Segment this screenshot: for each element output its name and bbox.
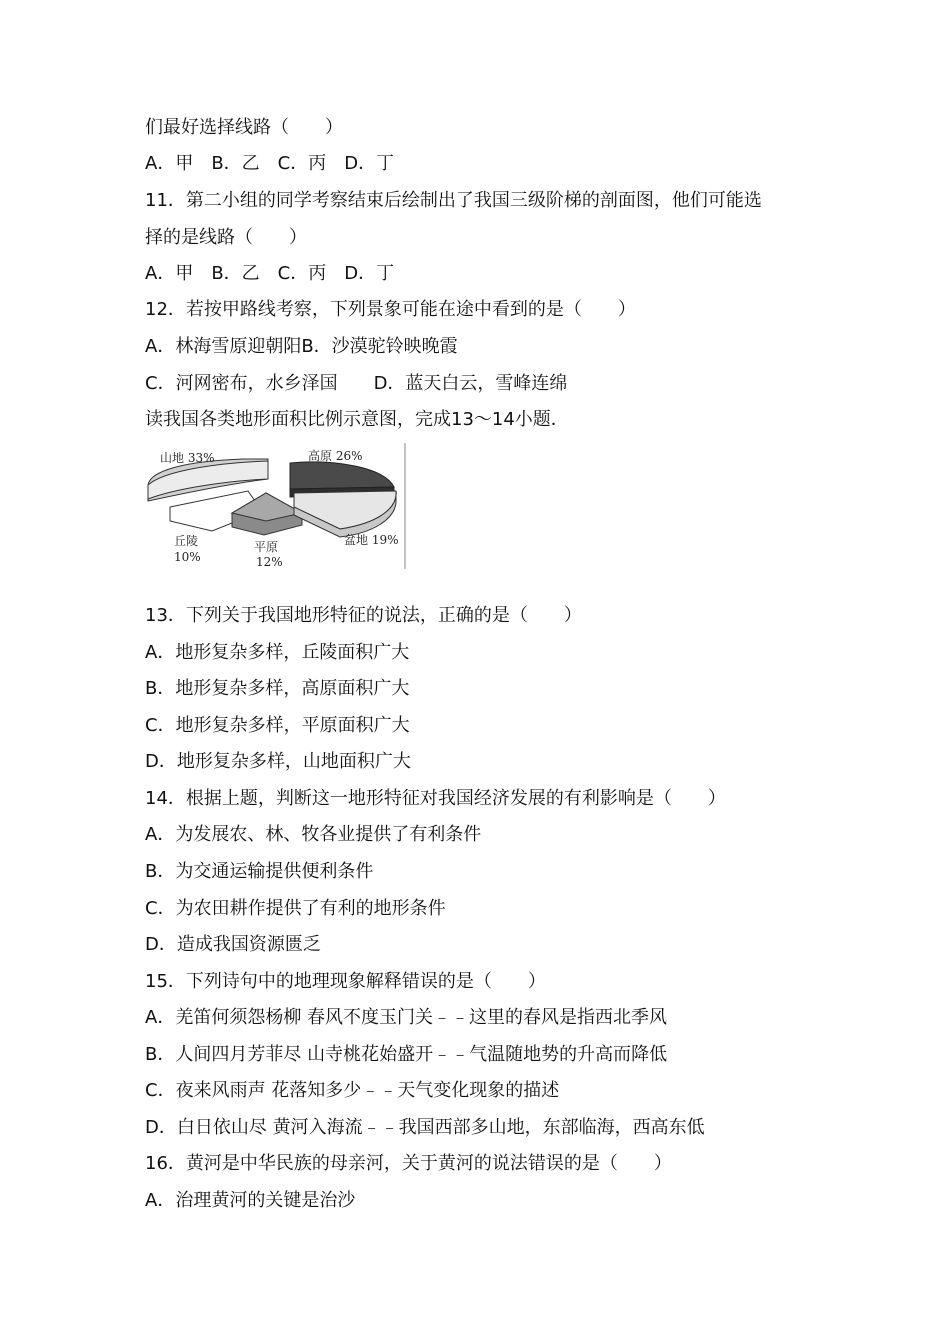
answer-option: C．夜来风雨声 花落知多少﹣﹣天气变化现象的描述 [145,1080,560,1101]
answer-option: A．羌笛何须怨杨柳 春风不度玉门关﹣﹣这里的春风是指西北季风 [145,1007,668,1028]
answer-option: C．河网密布，水乡泽国 D．蓝天白云，雪峰连绵 [145,373,568,394]
question-16: 16．黄河是中华民族的母亲河，关于黄河的说法错误的是（ ） [145,1153,672,1174]
answer-option: B．为交通运输提供便利条件 [145,861,374,882]
question-14: 14．根据上题，判断这一地形特征对我国经济发展的有利影响是（ ） [145,788,726,809]
label-plain-name: 平原 [254,540,279,554]
answer-option: D．地形复杂多样，山地面积广大 [145,751,411,772]
label-hill-name: 丘陵 [174,534,199,548]
answer-option: A．为发展农、林、牧各业提供了有利条件 [145,824,482,845]
label-mountain: 山地 33% [160,451,215,465]
answer-option: A．治理黄河的关键是治沙 [145,1190,356,1211]
answer-option: B．地形复杂多样，高原面积广大 [145,678,410,699]
answer-option: D．白日依山尽 黄河入海流﹣﹣我国西部多山地，东部临海，西高东低 [145,1117,705,1138]
answer-option: A．林海雪原迎朝阳B．沙漠驼铃映晚霞 [145,336,458,357]
question-11: 11．第二小组的同学考察结束后绘制出了我国三级阶梯的剖面图，他们可能选 [145,190,762,211]
answer-option: C．地形复杂多样，平原面积广大 [145,715,410,736]
question-15: 15．下列诗句中的地理现象解释错误的是（ ） [145,971,546,992]
label-basin: 盆地 19% [344,533,399,547]
question-12: 12．若按甲路线考察，下列景象可能在途中看到的是（ ） [145,299,636,320]
answer-option: C．为农田耕作提供了有利的地形条件 [145,898,446,919]
chart-instruction: 读我国各类地形面积比例示意图，完成13～14小题． [145,409,569,430]
label-hill-pct: 10% [174,550,201,564]
slice-plateau [290,462,394,489]
answer-option: B．人间四月芳菲尽 山寺桃花始盛开﹣﹣气温随地势的升高而降低 [145,1044,668,1065]
answer-option: D．造成我国资源匮乏 [145,934,321,955]
answer-options: A．甲 B．乙 C．丙 D．丁 [145,263,395,284]
text-line: 们最好选择线路（ ） [145,117,343,138]
label-plain-pct: 12% [256,555,283,569]
landform-pie-chart [144,441,410,571]
answer-options: A．甲 B．乙 C．丙 D．丁 [145,153,395,174]
text-line: 择的是线路（ ） [145,227,307,248]
question-13: 13．下列关于我国地形特征的说法，正确的是（ ） [145,605,582,626]
label-plateau: 高原 26% [308,449,363,463]
answer-option: A．地形复杂多样，丘陵面积广大 [145,642,410,663]
